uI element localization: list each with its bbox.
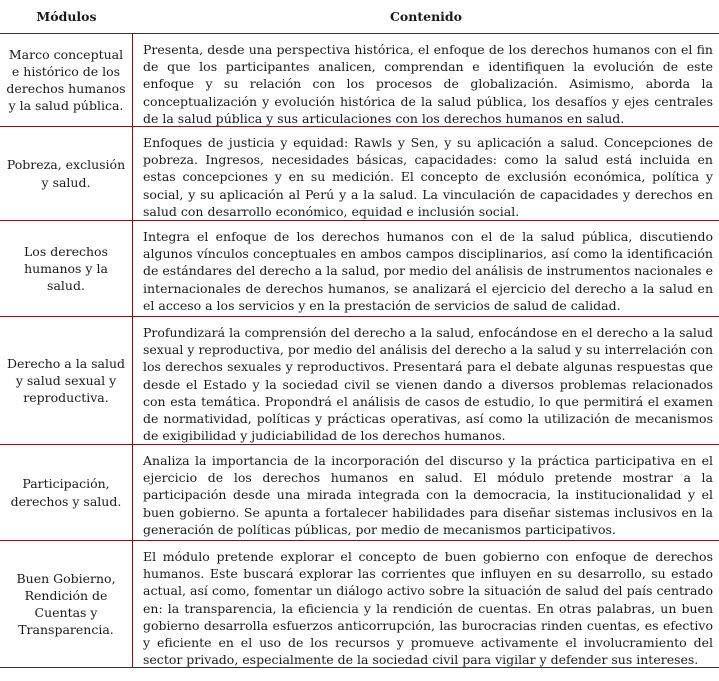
header-content: Contenido [389,9,462,24]
module-content: Enfoques de justicia y equidad: Rawls y Sen, y su aplicación a salud. Concepciones de pobreza. Ingresos, necesidades básicas, capacidades: como la salud está incluida en estas concepciones y en su medición. El concepto de exclusión económica, política y social, y su aplicación al Perú y a la salud. La vinculación de capacidades y derechos en salud con desarrollo económico, equidad e inclusión social. [143,135,713,219]
module-name: Los derechos humanos y la salud. [0,221,133,316]
module-content: Profundizará la comprensión del derecho a la salud, enfocándose en el derecho a la salud sexual y reproductiva, por medio del análisis del derecho a la salud y su interrelación con los derechos sexuales y reproductivos. Presentará para el debate algunas respuestas que desde el Estado y la sociedad civil se vienen dando a diversos problemas relacionados con esta temática. Propondrá el análisis de casos de estudio, lo que permitirá el examen de normatividad, políticas y prácticas operativas, así como la utilización de mecanismos de exigibilidad y judiciabilidad de los derechos humanos. [143,325,713,444]
module-name: Pobreza, exclusión y salud. [0,127,133,220]
module-name: Derecho a la salud y salud sexual y reproductiva. [0,317,133,444]
module-content: Analiza la importancia de la incorporación del discurso y la práctica participativa en el ejercicio de los derechos humanos en salud. El módulo pretende mostrar a la participación desde una mirada integrada con la democracia, la institucionalidad y el buen gobierno. Se apunta a fortalecer habilidades para diseñar sistemas inclusivos en la generación de políticas públicas, por medio de mecanismos participativos. [143,453,713,537]
table-row [0,317,719,445]
header-modules: Módulos [36,9,97,24]
table-row [0,34,719,127]
table-header [0,0,719,34]
table-row [0,221,719,317]
module-content: Integra el enfoque de los derechos humanos con el de la salud pública, discutiendo algunos vínculos conceptuales en ambos campos disciplinarios, así como la identificación de estándares del derecho a la salud, por medio del análisis de instrumentos nacionales e internacionales de derechos humanos, se analizará el ejercicio del derecho a la salud en el acceso a los servicios y en la prestación de servicios de salud de calidad. [143,229,713,313]
table-row [0,445,719,541]
module-name: Buen Gobierno, Rendición de Cuentas y Transparencia. [0,541,133,667]
module-content: El módulo pretende explorar el concepto de buen gobierno con enfoque de derechos humanos. Este buscará explorar las corrientes que influyen en su desarrollo, su estado actual, así como, fomentar un diálogo activo sobre la situación de salud del país centrado en: la transparencia, la eficiencia y la rendición de cuentas. En otras palabras, un buen gobierno desarrolla esfuerzos anticorrupción, las burocracias rinden cuentas, es efectivo y eficiente en el uso de los recursos y promueve activamente el involucramiento del sector privado, especialmente de la sociedad civil para vigilar y defender sus intereses. [143,549,713,668]
module-content: Presenta, desde una perspectiva histórica, el enfoque de los derechos humanos con el fin de que los participantes analicen, comprendan e identifiquen la evolución de este enfoque y su relación con los procesos de globalización. Asimismo, aborda la conceptualización y evolución histórica de la salud pública, los desafíos y ejes centrales de la salud pública y sus articulaciones con los derechos humanos en salud. [143,42,713,126]
module-name: Marco conceptual e histórico de los derechos humanos y la salud pública. [0,34,133,126]
table-row [0,541,719,668]
table-row [0,127,719,221]
module-name: Participación, derechos y salud. [0,445,133,540]
